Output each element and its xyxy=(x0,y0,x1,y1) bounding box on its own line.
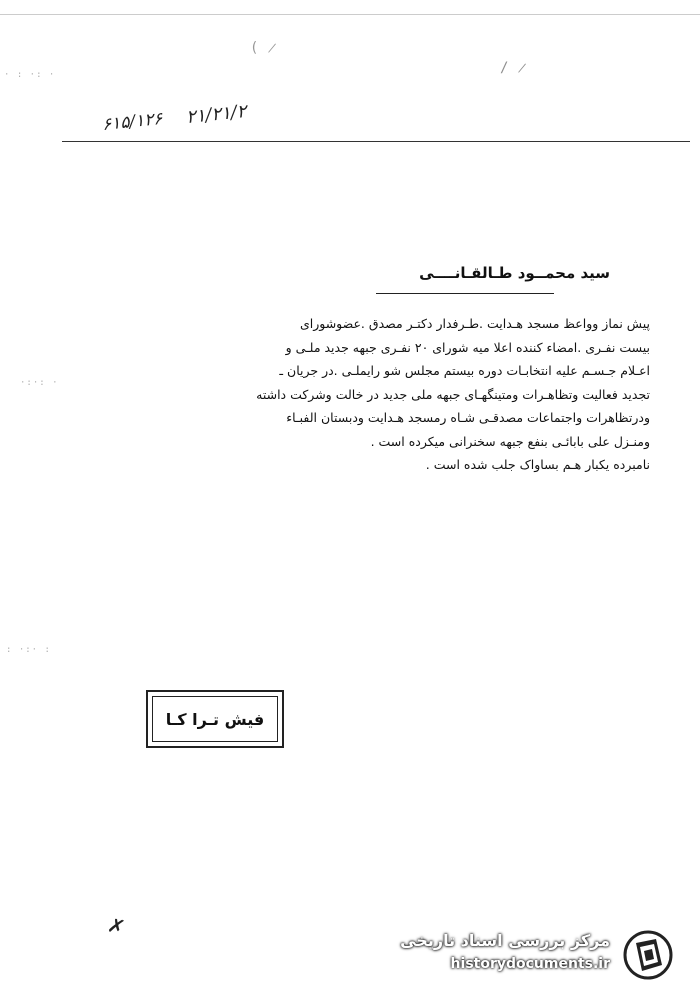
scan-edge xyxy=(0,14,700,15)
header-rule xyxy=(62,141,690,142)
body-line: بیست نفـری .امضاء کننده اعلا میه شورای ۲۰ نفـری جبهه جدید ملـی و xyxy=(285,339,650,355)
stamp-text: فیش تـرا کـا xyxy=(152,696,278,742)
body-line: پیش نماز وواعظ مسجد هـدایت .طـرفدار دکتـر مصدق .عضوشورای xyxy=(299,316,650,331)
title-underline xyxy=(376,293,554,294)
document-body xyxy=(110,312,650,477)
archive-logo-icon xyxy=(622,929,674,981)
document-title: سید محمــود طـالقـانــــی xyxy=(419,264,610,282)
watermark xyxy=(380,925,680,981)
body-line: ودرتظاهرات واجتماعات مصدقـی شـاه رمسجد هـدایت ودبستان الفبـاء xyxy=(286,410,650,425)
body-line: ومنـزل علی بابائـی بنفع جبهه سخنرانی میکرده است . xyxy=(370,433,650,449)
watermark-url: historydocuments.ir xyxy=(450,956,610,972)
body-line: اعـلام جـسـم علیه انتخابـات دوره بیستم مجلس شو رایملـی .در جریان ـ xyxy=(279,363,650,378)
body-line: تجدید فعالیت وتظاهـرات ومتینگهـای جبهه ملی جدید در خالت وشرکت داشته xyxy=(256,386,650,402)
handwritten-mark: ✗ xyxy=(105,912,128,940)
scan-noise: : ·:· : xyxy=(6,645,51,655)
handwritten-number-right: ۲۱/۲۱/۲ xyxy=(185,100,248,129)
handwritten-number-left: ۶۱۵/۱۲۶ xyxy=(101,108,164,136)
watermark-title: مرکز بررسی اسناد تاریخی xyxy=(400,931,610,950)
scan-noise: ·:·: · xyxy=(20,378,59,388)
scan-mark: / ̷ xyxy=(500,60,528,76)
stamp xyxy=(146,690,284,748)
scan-mark: ( ̷ xyxy=(250,40,278,56)
body-line: نامبرده یکبار هـم بساواک جلب شده است . xyxy=(425,457,650,472)
scan-noise: · : ·: · xyxy=(4,70,56,80)
